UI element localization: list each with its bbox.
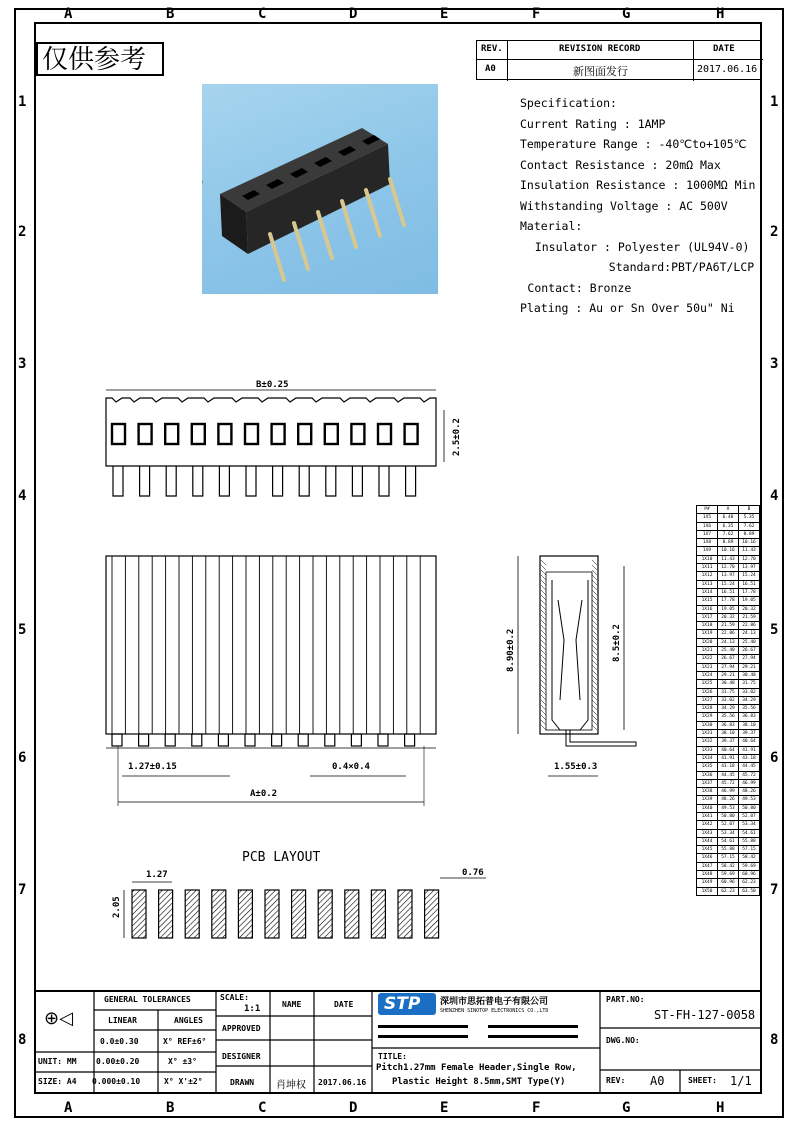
table-row: 1X28 34.29 35.56 — [697, 705, 760, 713]
grid-col-bottom: F — [532, 1100, 541, 1116]
grid-row-left: 5 — [18, 622, 27, 638]
grid-row-left: 2 — [18, 224, 27, 240]
rev-value-tb: A0 — [650, 1074, 665, 1088]
grid-col-top: G — [622, 6, 631, 22]
spec-line: Insulator : Polyester (UL94V-0) — [534, 239, 750, 254]
table-row: 1X15 17.78 19.05 — [697, 597, 760, 605]
dim-side: 1.55±0.3 — [554, 762, 598, 772]
table-row: 1X37 45.72 46.99 — [697, 779, 760, 787]
sheet-label: SHEET: — [688, 1076, 717, 1085]
grid-col-top: B — [166, 6, 175, 22]
table-row: 1X36 44.45 45.72 — [697, 771, 760, 779]
table-row: 1X38 46.99 48.26 — [697, 788, 760, 796]
contact-info — [378, 1022, 598, 1042]
dim-pin: 0.4×0.4 — [332, 762, 370, 772]
table-row: 1X50 62.23 63.50 — [697, 887, 760, 895]
spec-line: Plating : Au or Sn Over 50u" Ni — [520, 301, 735, 315]
table-row: 1X6 6.35 7.62 — [697, 522, 760, 530]
table-row: 1X27 33.02 34.29 — [697, 696, 760, 704]
grid-col-bottom: H — [716, 1100, 725, 1116]
angles-label: ANGLES — [174, 1016, 203, 1025]
date-value: 2017.06.16 — [697, 64, 758, 75]
spec-line: Contact Resistance : 20mΩ Max — [520, 157, 721, 172]
grid-col-bottom: E — [440, 1100, 449, 1116]
dim-b: B±0.25 — [256, 380, 289, 390]
grid-row-right: 6 — [770, 750, 779, 766]
table-row: 1X23 27.94 29.21 — [697, 663, 760, 671]
table-row: 1X10 11.43 12.70 — [697, 555, 760, 563]
table-row: 1X9 10.16 11.43 — [697, 547, 760, 555]
grid-col-bottom: G — [622, 1100, 631, 1116]
grid-row-left: 1 — [18, 94, 27, 110]
pcb-pitch: 1.27 — [146, 870, 168, 880]
table-row: 1X7 7.62 8.89 — [697, 530, 760, 538]
drawn-name: 肖坤权 — [276, 1080, 306, 1091]
dim-height-8-9: 8.90±0.2 — [506, 628, 516, 672]
grid-row-left: 4 — [18, 488, 27, 504]
table-row: 1X34 41.91 43.18 — [697, 754, 760, 762]
grid-row-right: 5 — [770, 622, 779, 638]
table-row: 1X22 26.67 27.94 — [697, 655, 760, 663]
designer-label: DESIGNER — [222, 1052, 261, 1061]
title-label: TITLE: — [378, 1052, 407, 1061]
rev-label: REV: — [606, 1076, 626, 1085]
table-row: 1X40 49.53 50.80 — [697, 804, 760, 812]
spec-line: Contact: Bronze — [527, 280, 632, 295]
grid-col-top: D — [349, 6, 358, 22]
dwg-no-label: DWG.NO: — [606, 1036, 640, 1045]
table-row: 1X45 55.88 57.15 — [697, 846, 760, 854]
approved-label: APPROVED — [222, 1024, 261, 1033]
rev-value: A0 — [485, 64, 496, 74]
table-row: 1X31 38.10 39.37 — [697, 730, 760, 738]
stamp-text: 仅供参考 — [42, 45, 147, 75]
dim-height-8-5: 8.5±0.2 — [612, 624, 622, 662]
table-row: 1X5 6.48 5.35 — [697, 514, 760, 522]
grid-col-top: E — [440, 6, 449, 22]
lin1: 0.0±0.30 — [100, 1037, 139, 1046]
scale-label: SCALE: — [220, 993, 249, 1002]
table-row: 1X17 20.32 21.59 — [697, 613, 760, 621]
spec-line: Standard:PBT/PA6T/LCP — [608, 260, 755, 274]
pcb-width: 0.76 — [462, 868, 484, 878]
symbol-projection: ⊕◁ — [44, 1008, 73, 1029]
lin2: 0.00±0.20 — [96, 1057, 140, 1066]
part-no-value: ST-FH-127-0058 — [654, 1008, 756, 1022]
table-row: 1X18 21.59 22.86 — [697, 622, 760, 630]
size-label: SIZE: A4 — [38, 1077, 77, 1086]
record-header: REVISION RECORD — [559, 44, 641, 54]
grid-col-bottom: A — [64, 1100, 73, 1116]
ang2: X° ±3° — [168, 1057, 197, 1066]
grid-row-right: 7 — [770, 882, 779, 898]
table-row: 1X25 30.48 31.75 — [697, 680, 760, 688]
table-row: 1X8 8.89 10.16 — [697, 539, 760, 547]
table-row: 1X33 40.64 41.91 — [697, 746, 760, 754]
table-row: 1X49 60.96 62.23 — [697, 879, 760, 887]
table-row: 1X39 48.26 49.53 — [697, 796, 760, 804]
grid-row-left: 7 — [18, 882, 27, 898]
name-label: NAME — [282, 1000, 302, 1009]
table-row: 1X42 52.07 53.34 — [697, 821, 760, 829]
company-en: SHENZHEN SINOTOP ELECTRONICS CO.,LTD — [440, 1008, 549, 1014]
table-row: 1X32 39.37 40.64 — [697, 738, 760, 746]
grid-row-left: 3 — [18, 356, 27, 372]
ang1: X° REF±6° — [163, 1037, 207, 1046]
sheet-value: 1/1 — [730, 1074, 752, 1088]
spec-line: Withstanding Voltage : AC 500V — [520, 198, 728, 213]
table-row: 1X43 53.34 54.61 — [697, 829, 760, 837]
record-value: 新图面发行 — [573, 65, 628, 78]
company-logo: STP — [378, 993, 436, 1015]
scale-value: 1:1 — [244, 1004, 261, 1014]
grid-col-bottom: C — [258, 1100, 267, 1116]
table-row: 1X24 29.21 30.48 — [697, 671, 760, 679]
grid-row-left: 6 — [18, 750, 27, 766]
drawn-label: DRAWN — [230, 1078, 255, 1087]
pcb-layout-title: PCB LAYOUT — [242, 850, 321, 865]
grid-col-top: C — [258, 6, 267, 22]
grid-row-right: 2 — [770, 224, 779, 240]
table-row: 1X14 16.51 17.78 — [697, 588, 760, 596]
spec-line: Current Rating : 1AMP — [520, 116, 666, 131]
grid-row-right: 8 — [770, 1032, 779, 1048]
table-row: 1X12 13.97 15.24 — [697, 572, 760, 580]
lin3: 0.000±0.10 — [92, 1077, 141, 1086]
grid-col-bottom: B — [166, 1100, 175, 1116]
table-row: 1X29 35.56 36.83 — [697, 713, 760, 721]
table-row: 1X44 54.61 55.88 — [697, 837, 760, 845]
date-header: DATE — [713, 44, 735, 54]
spec-line: Temperature Range : -40℃to+105℃ — [520, 137, 747, 151]
pin-table-header: P# A B — [697, 506, 760, 514]
pcb-height: 2.05 — [112, 896, 122, 918]
table-row: 1X11 12.70 13.97 — [697, 564, 760, 572]
table-row: 1X35 43.18 44.45 — [697, 763, 760, 771]
title-line2: Plastic Height 8.5mm,SMT Type(Y) — [392, 1077, 566, 1087]
linear-label: LINEAR — [108, 1016, 137, 1025]
grid-col-top: F — [532, 6, 541, 22]
unit-label: UNIT: MM — [38, 1057, 77, 1066]
table-row: 1X48 59.69 60.96 — [697, 871, 760, 879]
spec-line: Insulation Resistance : 1000MΩ Min — [520, 178, 756, 192]
company-cn: 深圳市思拓普电子有限公司 — [440, 997, 549, 1007]
title-line1: Pitch1.27mm Female Header,Single Row, — [376, 1063, 577, 1073]
grid-row-right: 1 — [770, 94, 779, 110]
table-row: 1X41 50.80 52.07 — [697, 812, 760, 820]
drawn-date: 2017.06.16 — [318, 1078, 367, 1087]
table-row: 1X13 15.24 16.51 — [697, 580, 760, 588]
table-row: 1X20 24.13 25.40 — [697, 638, 760, 646]
table-row: 1X21 25.40 26.67 — [697, 647, 760, 655]
dim-a: A±0.2 — [250, 789, 278, 799]
gen-tol: GENERAL TOLERANCES — [104, 995, 191, 1004]
grid-row-left: 8 — [18, 1032, 27, 1048]
part-no-label: PART.NO: — [606, 995, 645, 1004]
spec-line: Material: — [520, 219, 583, 233]
dim-height-2-5: 2.5±0.2 — [452, 418, 462, 456]
grid-col-bottom: D — [349, 1100, 358, 1116]
table-row: 1X16 19.05 20.32 — [697, 605, 760, 613]
table-row: 1X19 22.86 24.13 — [697, 630, 760, 638]
table-row: 1X30 36.83 38.10 — [697, 721, 760, 729]
rev-header: REV. — [481, 44, 503, 54]
grid-row-right: 4 — [770, 488, 779, 504]
spec-line: Specification: — [520, 96, 617, 110]
ang3: X° X'±2° — [164, 1077, 203, 1086]
date-label: DATE — [334, 1000, 354, 1009]
table-row: 1X26 31.75 33.02 — [697, 688, 760, 696]
table-row: 1X47 58.42 59.69 — [697, 862, 760, 870]
grid-row-right: 3 — [770, 356, 779, 372]
dim-pitch: 1.27±0.15 — [128, 762, 177, 772]
table-row: 1X46 57.15 58.42 — [697, 854, 760, 862]
grid-col-top: H — [716, 6, 725, 22]
grid-col-top: A — [64, 6, 73, 22]
